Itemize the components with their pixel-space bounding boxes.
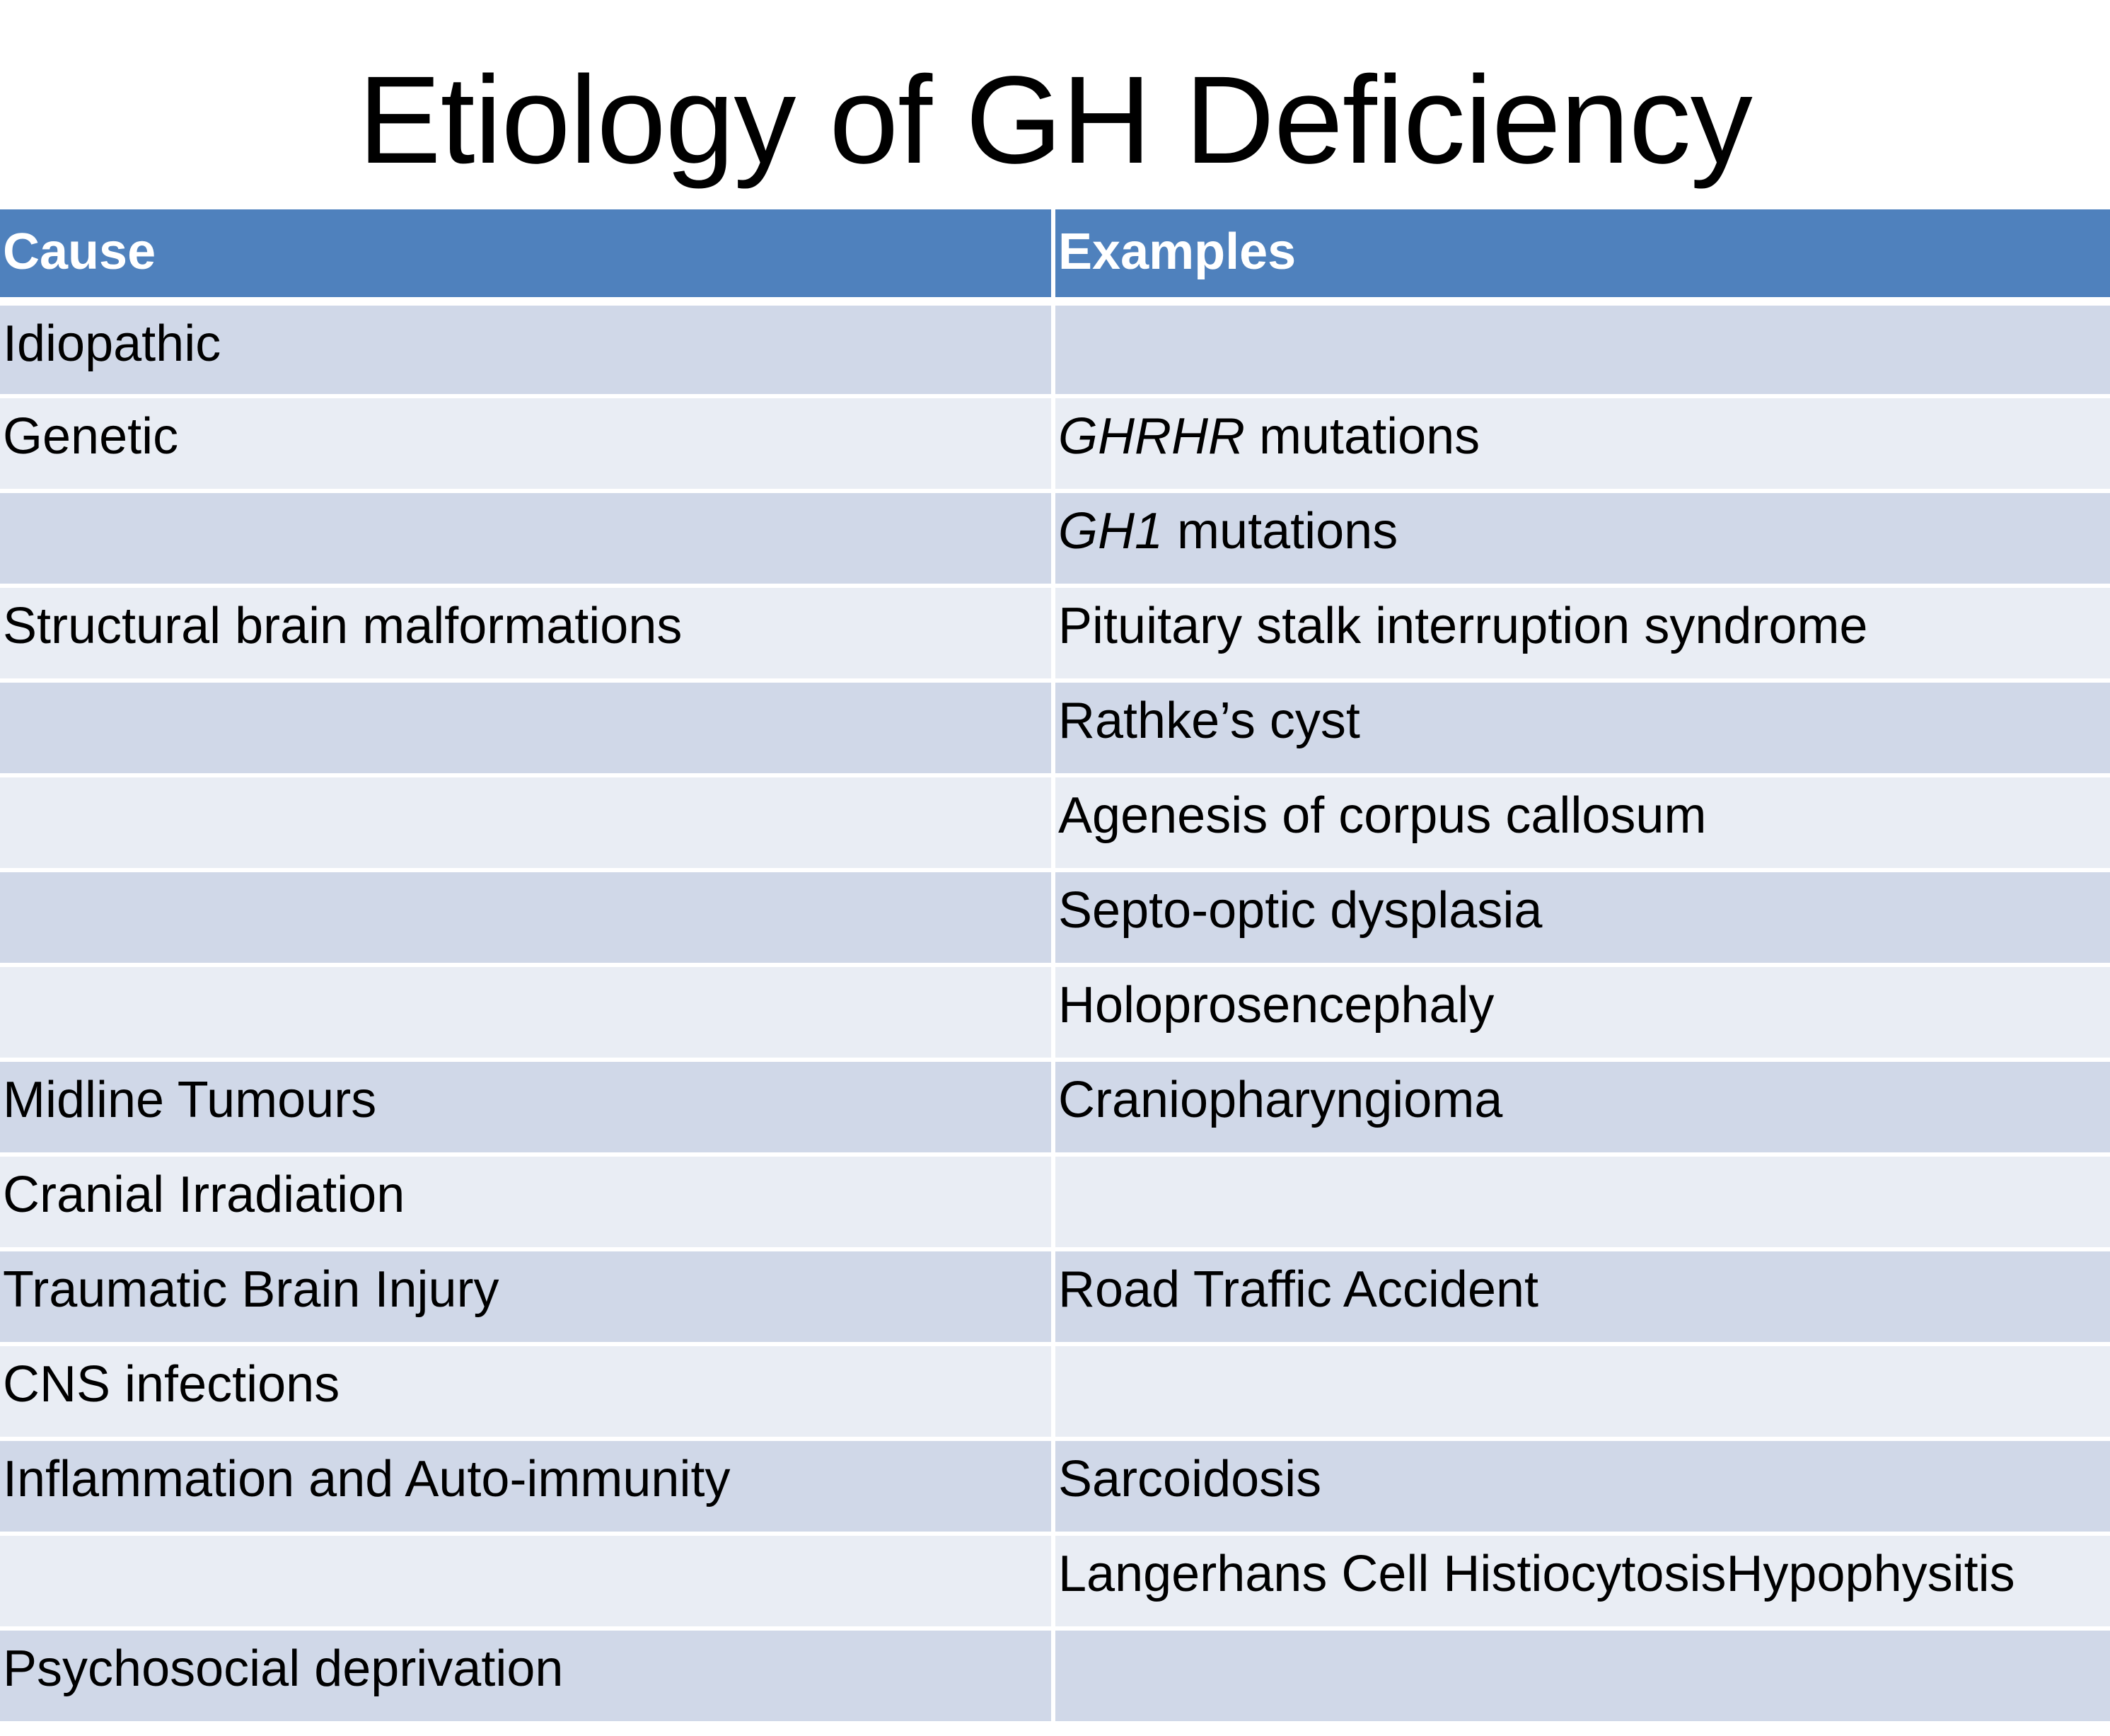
cause-cell [0, 491, 1053, 586]
table-row [0, 1344, 2110, 1439]
table-row [0, 1628, 2110, 1723]
etiology-table [0, 209, 2110, 1725]
example-text: Agenesis of corpus callosum [1058, 787, 1707, 844]
example-cell [1053, 491, 2110, 586]
table-row [0, 396, 2110, 491]
example-cell [1053, 1628, 2110, 1723]
cause-cell: Structural brain malformations [0, 586, 1053, 681]
cause-cell: CNS infections [0, 1344, 1053, 1439]
header-examples: Examples [1053, 209, 2110, 301]
example-text: Rathke’s cyst [1058, 693, 1360, 749]
table-row [0, 1155, 2110, 1249]
cause-cell: Genetic [0, 396, 1053, 491]
example-cell [1053, 301, 2110, 396]
table-row [0, 1439, 2110, 1534]
example-cell [1053, 586, 2110, 681]
example-cell [1053, 1344, 2110, 1439]
example-cell [1053, 1155, 2110, 1249]
cause-cell [0, 1534, 1053, 1628]
table-row [0, 586, 2110, 681]
example-gene-name: GH1 [1058, 503, 1164, 560]
example-text: Sarcoidosis [1058, 1451, 1322, 1508]
table-row [0, 1249, 2110, 1344]
table-row [0, 491, 2110, 586]
example-text: Pituitary stalk interruption syndrome [1058, 598, 1868, 654]
example-text: Road Traffic Accident [1058, 1261, 1539, 1318]
cause-cell: Inflammation and Auto-immunity [0, 1439, 1053, 1534]
table-row [0, 681, 2110, 775]
cause-cell: Idiopathic [0, 301, 1053, 396]
example-gene-name: GHRHR [1058, 408, 1245, 465]
slide-title: Etiology of GH Deficiency [358, 51, 1752, 190]
table-row [0, 1060, 2110, 1155]
table-header-row [0, 209, 2110, 301]
cause-cell: Cranial Irradiation [0, 1155, 1053, 1249]
example-text: Holoprosencephaly [1058, 977, 1495, 1034]
cause-cell [0, 870, 1053, 965]
example-text: Langerhans Cell HistiocytosisHypophysitis [1058, 1546, 2015, 1602]
cause-cell: Traumatic Brain Injury [0, 1249, 1053, 1344]
example-cell [1053, 965, 2110, 1060]
cause-cell [0, 775, 1053, 870]
cause-cell: Psychosocial deprivation [0, 1628, 1053, 1723]
cause-cell: Midline Tumours [0, 1060, 1053, 1155]
example-cell [1053, 775, 2110, 870]
example-cell [1053, 870, 2110, 965]
example-cell [1053, 1249, 2110, 1344]
example-cell [1053, 396, 2110, 491]
cause-cell [0, 965, 1053, 1060]
example-text: Septo-optic dysplasia [1058, 882, 1543, 939]
example-cell [1053, 1534, 2110, 1628]
table-row [0, 301, 2110, 396]
example-cell [1053, 1060, 2110, 1155]
table-body [0, 301, 2110, 1723]
table-row [0, 965, 2110, 1060]
example-text: Craniopharyngioma [1058, 1072, 1503, 1128]
example-cell [1053, 1439, 2110, 1534]
table-row [0, 1534, 2110, 1628]
example-text: mutations [1245, 408, 1480, 465]
example-text: mutations [1163, 503, 1398, 560]
header-cause: Cause [0, 209, 1053, 301]
cause-cell [0, 681, 1053, 775]
etiology-table-container [0, 209, 2110, 1725]
table-row [0, 775, 2110, 870]
example-cell [1053, 681, 2110, 775]
table-row [0, 870, 2110, 965]
